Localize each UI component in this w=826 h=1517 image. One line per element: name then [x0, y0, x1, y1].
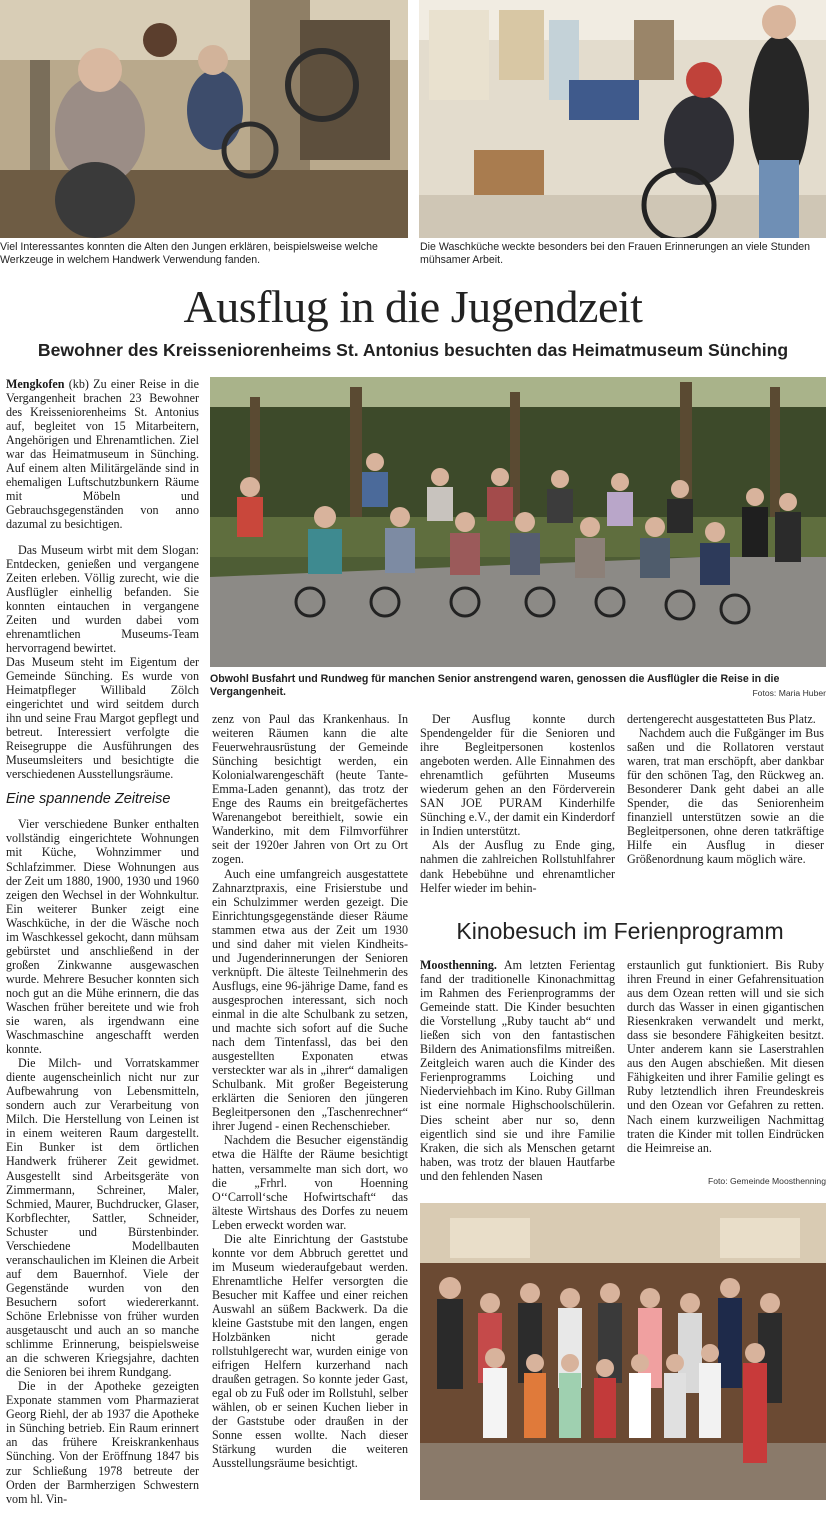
section-subheading: Eine spannende Zeitreise — [6, 791, 171, 808]
article-paragraph: erstaunlich gut funktioniert. Bis Ruby ihren Freund in einer Gefahrensituation aus dem Ozean retten will und sie sich durch das Wasser in einen gigantischen Riesenkraken verwandelt und merkt, dass sie besondere Fähigkeiten besitzt. Unter anderem kann sie Laserstrahlen aus den Augen abschießen. Mit diesen Fähigkeiten und ihrer Familie gelingt es Ruby letztendlich ihren Freundeskreis und den Ozean vor Gefahren zu retten. Nach einem kurzweiligen Nachmittag traten die Kinder mit tollen Eindrücken die Heimreise an. — [627, 958, 824, 1155]
article-paragraph: Als der Ausflug zu Ende ging, nahmen die zahlreichen Rollstuhlfahrer dank Hebebühne und ehrenamtlicher Helfer wieder im behin- — [420, 838, 615, 895]
article-paragraph: Das Museum wirbt mit dem Slogan: Entdecken, genießen und vergangene Zeiten erleben. Völlig zurecht, wie die Ausflügler einhellig befanden. Sie konnten eintauchen in vergangene Zeiten und wurden dabei vom ehrenamtlichen Museums-Team hervorragend bewirtet. — [6, 542, 199, 655]
caption-top-right: Die Waschküche weckte besonders bei den Frauen Erinnerungen an viele Stunden mühsamer Arbeit. — [420, 241, 811, 266]
photo-group-outdoor — [210, 377, 826, 667]
article-paragraph: Der Ausflug konnte durch Spendengelder für die Senioren und ihre Begleitpersonen kostenlos angeboten werden. Alle Einnahmen des ehrenamtlich geführten Museums wiederum gehen an den Förderverein SAN JOE PURAM Kinderhilfe Sünching e.V., der damit ein Kinderdorf in Indien unterstützt. — [420, 712, 615, 839]
dateline: Mengkofen — [6, 377, 65, 391]
article-column-1 — [6, 377, 199, 1517]
photo-museum-laundry — [419, 0, 826, 238]
article-paragraph: zenz von Paul das Krankenhaus. In weiteren Räumen kann die alte Feuerwehrausrüstung der Gemeinde Sünching besichtigt werden, ein Kolonialwarengeschäft (heute Tante-Emma-Laden genannt), das trotz der Enge des Raums ein breitgefächertes Warenangebot bereithielt, sowie ein Wanderkino, mit dem Filmvorführer seit der 1920er Jahren von Ort zu Ort zogen. — [212, 712, 408, 867]
article-column-3 — [420, 712, 615, 906]
article-paragraph: Vier verschiedene Bunker enthalten vollständig eingerichtete Wohnungen mit Küche, Wohnzimmer und Schlafzimmer. Diese Wohnungen aus der Zeit um 1880, 1900, 1930 und 1960 zeigen den Wechsel in der Wohnkultur. Ein weiterer Bunker zeigt eine Waschküche, in der die Wäsche noch im Waschkessel gekocht, dann mühsam gebürstet und anschließend in der großen Zinkwanne ausgewaschen wurde. Mehrere Besucher konnten sich noch gut an die Mühe erinnern, die das Waschen früher bereitete und wie froh sie waren, als irgendwann eine Waschmaschine angeschafft werden konnte. — [6, 817, 199, 1057]
article-paragraph: Die in der Apotheke gezeigten Exponate stammen vom Pharmazierat Georg Riehl, der ab 1937 die Apotheke in Sünching betrieb. Ein Raum erinnert an das frühere Kreiskrankenhaus Sünching. Von der Eröffnung 1847 bis zur Schließung 1978 betreute der Orden der Barmherzigen Schwestern vom hl. Vin- — [6, 1379, 199, 1506]
photo-credit-kino: Foto: Gemeinde Moosthenning — [708, 1176, 826, 1186]
caption-group-photo: Obwohl Busfahrt und Rundweg für manchen Senior anstrengend waren, genossen die Ausflügler die Reise in die Vergangenheit. — [210, 673, 780, 698]
photo-kino-group — [420, 1203, 826, 1500]
article-paragraph: Die Milch- und Vorratskammer diente augenscheinlich nicht nur zur Aufbewahrung von Lebensmitteln, sondern auch zur Verarbeitung von Milch. Die Herstellung von Leinen ist in einem weiteren Raum dargestellt. Ein Bunker ist dem örtlichen Handwerk früherer Zeit gewidmet. Ausgestellt sind Arbeitsgeräte von Zimmermann, Schreiner, Maler, Schmied, Maurer, Buchdrucker, Glaser, Korbflechter, Sattler, Schneider, Schuster und Bürstenbinder. Verschiedene Modellbauten veranschaulichen im Kleinen die Arbeit auf dem Bauernhof. Viele der Gegenstände wurden von den Besuchern sofort wiedererkannt. Schöne Erlebnisse von früher wurden ausgetauscht und auch an so manche schlimme Erinnerung, beispielsweise an die schweren Kriegsjahre, dachten die Senioren bei ihrem Rundgang. — [6, 1056, 199, 1380]
kino-column-1 — [420, 958, 615, 1194]
article-paragraph: Moosthenning. Am letzten Ferientag fand der traditionelle Kinonachmittag im Rahmen des Ferienprogramms der Gemeinde statt. Die Kinder besuchten die Vorstellung „Ruby taucht ab“ und ließen sich von den fantastischen Bildern des Animationsfilms mitreißen. Zeitgleich waren auch die Kinder des Ferienprogramms Loiching und Niederviehbach im Kino. Ruby Gillman ist eine normale Highschoolschülerin. Dies scheint aber nur so, denn eigentlich sind sie und ihre Familie Kraken, die sich als Menschen getarnt haben, was trotz der blauen Hautfarbe und den fehlenden Nasen — [420, 958, 615, 1183]
kino-headline: Kinobesuch im Ferienprogramm — [456, 918, 784, 944]
subheadline: Bewohner des Kreisseniorenheims St. Antonius besuchten das Heimatmuseum Sünching — [37, 340, 789, 360]
headline: Ausflug in die Jugendzeit — [183, 281, 643, 332]
article-paragraph: Auch eine umfangreich ausgestattete Zahnarztpraxis, eine Frisierstube und ein Schulzimmer werden gezeigt. Die Einrichtungsgegenstände dieser Räume stammen etwa aus der Zeit um 1930 und sind daher mit vielen Kindheits- und Jugenderinnerungen der Senioren verknüpft. Die älteste Teilnehmerin des Ausflugs, eine 96-jährige Dame, fand es ausgesprochen interessant, sich noch einmal in die alte Schulbank zu setzen, und machte sich sofort auf die Suche nach dem Tintenfassl, das bei den ausgestellten Exponaten etwas versteckter war als in „ihrer“ damaligen Schulbank. Mit großer Begeisterung erklärten die Senioren den jüngeren Begleitpersonen den „Taschenrechner“ ihrer Jugend - einen Rechenschieber. — [212, 866, 408, 1134]
kino-column-2 — [627, 958, 824, 1166]
photo-museum-workshop — [0, 0, 408, 238]
article-paragraph: Nachdem die Besucher eigenständig etwa die Hälfte der Räume besichtigt hatten, versammelte man sich dort, wo die „Frhrl. von Hoenning O‘‘Carroll‘sche Hofwirtschaft“ das älteste Wirtshaus des Dorfes zu neuem Leben erweckt worden war. — [212, 1133, 408, 1232]
photo-credit-group: Fotos: Maria Huber — [752, 688, 826, 698]
article-column-2 — [212, 712, 408, 1482]
article-column-4 — [627, 712, 824, 878]
caption-top-left: Viel Interessantes konnten die Alten den Jungen erklären, beispielsweise welche Werkzeuge in welchem Handwerk Verwendung fanden. — [0, 241, 378, 266]
article-paragraph: dertengerecht ausgestatteten Bus Platz. — [627, 712, 816, 726]
article-paragraph: Das Museum steht im Eigentum der Gemeinde Sünching. Es wurde von Heimatpfleger Willibald Zölch eingerichtet und wird seitdem durch ihn und seine Frau Margot gepflegt und betreut. Interessiert verfolgte die Reisegruppe die Ausführungen des Museumsleiters und besichtigte die verschiedenen Ausstellungsräume. — [6, 654, 199, 782]
article-paragraph: Nachdem auch die Fußgänger im Bus saßen und die Rollatoren verstaut waren, trat man erschöpft, aber dankbar für den schönen Tag, den Rückweg an. Besonderer Dank geht dabei an alle Spender, die das Seniorenheim finanziell unterstützen sowie an die Begleitpersonen, ohne deren tatkräftige Hilfe ein Ausflug in dieser Größenordnung kaum möglich wäre. — [627, 726, 824, 867]
kino-dateline: Moosthenning. — [420, 958, 497, 972]
article-paragraph: Mengkofen (kb) Zu einer Reise in die Vergangenheit brachen 23 Bewohner des Kreisseniorenheims St. Antonius auf, begleitet von 15 Mitarbeitern, Angehörigen und Ehrenamtlichen. Ziel war das Heimatmuseum in Sünching. Auf einem alten Militärgelände sind in ehemaligen Luftschutzbunkern Räume mit Möbeln und Gebrauchsgegenständen von anno dazumal zu besichtigen. — [6, 377, 199, 532]
article-paragraph: Die alte Einrichtung der Gaststube konnte vor dem Abbruch gerettet und im Museum wiederaufgebaut werden. Ehrenamtliche Helfer versorgten die Besucher mit Kaffee und einer reichen Auswahl an süßem Backwerk. Da die kleine Gaststube mit den langen, engen Holzbänken nicht gerade rollstuhlgerecht war, wurden einige von eifrigen Helfern kurzerhand nach draußen getragen. So konnte jeder Gast, egal ob zu Fuß oder im Rollstuhl, selber wählen, ob er seinen Kuchen lieber in der Gaststube oder draußen in der Sonne essen wollte. Nach dieser Stärkung wurden die weiteren Ausstellungsräume besichtigt. — [212, 1231, 408, 1471]
